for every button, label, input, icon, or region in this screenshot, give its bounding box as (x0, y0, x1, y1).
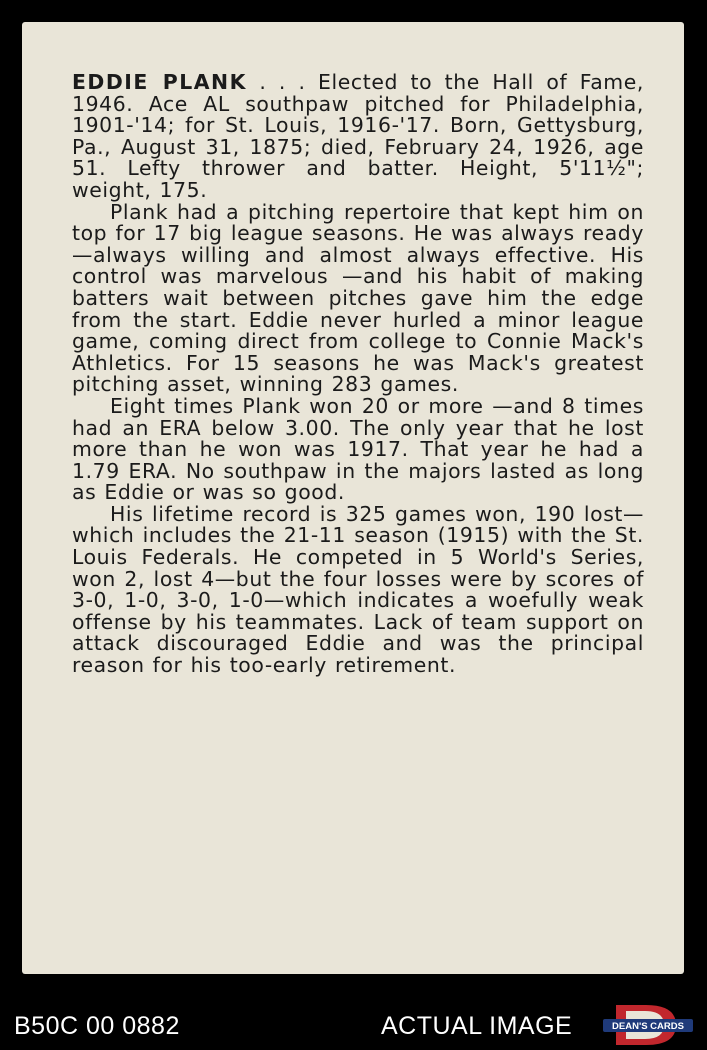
player-name: EDDIE PLANK (72, 70, 247, 94)
bio-paragraph-4: His lifetime record is 325 games won, 190 lost—which includes the 21-11 season (1915) with the St. Louis Federals. He competed in 5 World's Series, won 2, lost 4—but the four losses were by scores of 3-0, 1-0, 3-0, 1-0—which indicates a woefully weak offense by his teammates. Lack of team support on attack discouraged Eddie and was the principal reason for his too-early retirement. (72, 501, 644, 678)
bio-paragraph-2: Plank had a pitching repertoire that kept him on top for 17 big league seasons. He was always ready —always willing and almost always effective. His control was marvelous —and his habit of making batters wait between pitches gave him the edge from the start. Eddie never hurled a minor league game, coming direct from college to Connie Mack's Athletics. For 15 seasons he was Mack's greatest pitching asset, winning 283 games. (72, 199, 644, 397)
card-id-label: B50C 00 0882 (14, 1012, 180, 1040)
actual-image-label: ACTUAL IMAGE (381, 1012, 573, 1040)
bio-paragraph-3: Eight times Plank won 20 or more —and 8 times had an ERA below 3.00. The only year that he lost more than he won was 1917. That year he had a 1.79 ERA. No southpaw in the majors lasted as long as Eddie or was so good. (72, 393, 644, 505)
bio-text (72, 72, 644, 677)
bio-paragraph-1 (72, 72, 644, 202)
deans-cards-logo (602, 1004, 694, 1046)
logo-text: DEAN'S CARDS (612, 1021, 684, 1032)
bio-intro: . . . Elected to the Hall of Fame, 1946. Ace AL southpaw pitched for Philadelphia, 1901-'14; for St. Louis, 1916-'17. Born, Gettysburg, Pa., August 31, 1875; died, February 24, 1926, age 51. Lefty thrower and batter. Height, 5'11½"; weight, 175. (72, 70, 644, 202)
card-back (22, 22, 684, 974)
